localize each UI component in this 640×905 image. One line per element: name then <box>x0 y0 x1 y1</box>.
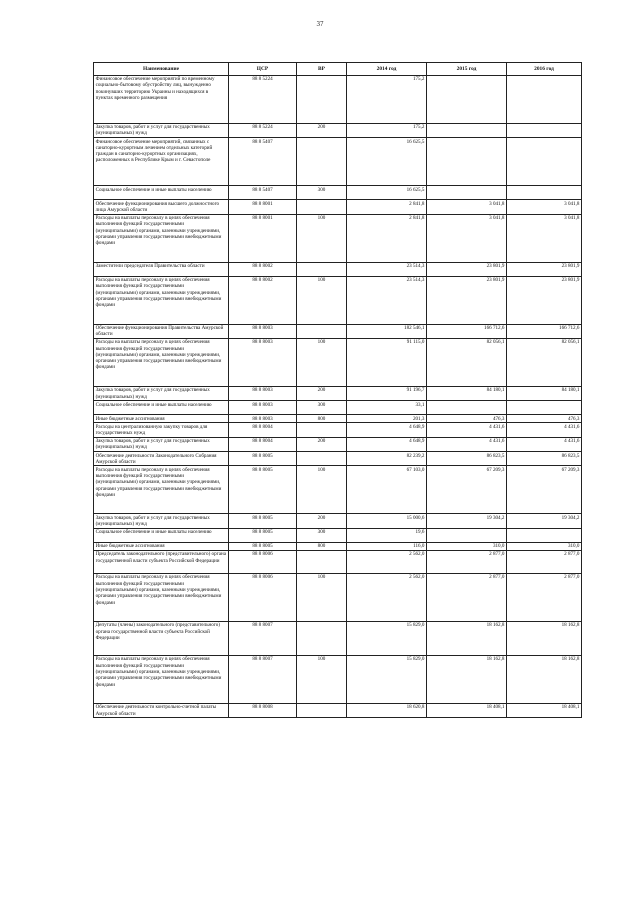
header-2015: 2015 год <box>427 63 507 76</box>
cell-y2016: 86 823,5 <box>507 452 582 466</box>
table-row <box>94 703 582 717</box>
cell-y2014: 4 648,9 <box>347 423 427 437</box>
cell-vr: 200 <box>297 123 347 137</box>
cell-csr: 88 8 8005 <box>229 466 297 514</box>
table-row <box>94 514 582 528</box>
page-number: 37 <box>316 20 324 28</box>
cell-y2015 <box>427 138 507 186</box>
cell-y2014: 15 829,0 <box>347 655 427 703</box>
cell-csr: 88 8 5407 <box>229 138 297 186</box>
cell-y2014: 2 841,8 <box>347 214 427 262</box>
cell-csr: 88 8 8002 <box>229 276 297 324</box>
cell-y2016: 23 801,9 <box>507 276 582 324</box>
cell-vr <box>297 75 347 123</box>
cell-name: Депутаты (члены) законодательного (представительного) органа государственной власти субъекта Российской Федерации <box>94 621 229 655</box>
cell-y2016: 4 431,6 <box>507 437 582 451</box>
header-name: Наименование <box>94 63 229 76</box>
header-csr: ЦСР <box>229 63 297 76</box>
cell-vr: 100 <box>297 214 347 262</box>
cell-y2014: 67 103,0 <box>347 466 427 514</box>
cell-name: Расходы на централизованную закупку товаров для государственных нужд <box>94 423 229 437</box>
cell-y2016: 310,0 <box>507 542 582 550</box>
table-row <box>94 386 582 400</box>
cell-y2016 <box>507 75 582 123</box>
cell-csr: 88 8 8005 <box>229 452 297 466</box>
cell-y2014: 23 514,3 <box>347 262 427 276</box>
cell-csr: 88 8 8003 <box>229 415 297 423</box>
cell-y2014: 33,1 <box>347 401 427 415</box>
table-body <box>94 75 582 718</box>
table-row <box>94 75 582 123</box>
cell-csr: 88 8 8005 <box>229 542 297 550</box>
table-row <box>94 466 582 514</box>
cell-y2016: 476,3 <box>507 415 582 423</box>
cell-csr: 88 8 8005 <box>229 528 297 542</box>
cell-y2016 <box>507 401 582 415</box>
cell-y2014: 2 841,8 <box>347 200 427 214</box>
cell-y2016: 23 801,9 <box>507 262 582 276</box>
cell-vr: 100 <box>297 338 347 386</box>
cell-y2015: 4 431,6 <box>427 423 507 437</box>
cell-y2016: 18 408,1 <box>507 703 582 717</box>
cell-y2015: 166 712,6 <box>427 324 507 338</box>
cell-csr: 88 8 8002 <box>229 262 297 276</box>
header-2014: 2014 год <box>347 63 427 76</box>
cell-csr: 88 8 8004 <box>229 423 297 437</box>
cell-y2015: 2 877,0 <box>427 550 507 573</box>
cell-name: Закупка товаров, работ и услуг для государственных (муниципальных) нужд <box>94 123 229 137</box>
cell-y2014: 91 115,0 <box>347 338 427 386</box>
cell-y2015: 4 431,6 <box>427 437 507 451</box>
table-row <box>94 415 582 423</box>
cell-name: Расходы на выплаты персоналу в целях обеспечения выполнения функций государственными (муниципальными) органами, казенными учреждениями, органами управления государственными внебюджетными фондами <box>94 655 229 703</box>
cell-y2016: 2 877,0 <box>507 550 582 573</box>
cell-y2015: 310,0 <box>427 542 507 550</box>
table-row <box>94 542 582 550</box>
table-row <box>94 186 582 200</box>
table-row <box>94 262 582 276</box>
cell-vr: 100 <box>297 466 347 514</box>
cell-name: Заместители председателя Правительства области <box>94 262 229 276</box>
cell-csr: 88 8 8006 <box>229 573 297 621</box>
cell-vr: 100 <box>297 276 347 324</box>
cell-y2015: 82 056,1 <box>427 338 507 386</box>
cell-y2016: 2 877,0 <box>507 573 582 621</box>
cell-name: Обеспечение деятельности контрольно-счетной палаты Амурской области <box>94 703 229 717</box>
table-row <box>94 214 582 262</box>
cell-y2016: 84 180,1 <box>507 386 582 400</box>
cell-name: Обеспечение деятельности Законодательного Собрания Амурской области <box>94 452 229 466</box>
cell-y2014: 16 625,5 <box>347 138 427 186</box>
cell-vr <box>297 550 347 573</box>
cell-vr <box>297 621 347 655</box>
table-row <box>94 573 582 621</box>
cell-csr: 88 8 8006 <box>229 550 297 573</box>
cell-vr: 800 <box>297 415 347 423</box>
table-row <box>94 138 582 186</box>
table-row <box>94 550 582 573</box>
cell-csr: 88 8 8007 <box>229 655 297 703</box>
table-row <box>94 324 582 338</box>
cell-csr: 88 8 8004 <box>229 437 297 451</box>
cell-name: Закупка товаров, работ и услуг для государственных (муниципальных) нужд <box>94 437 229 451</box>
cell-name: Председатель законодательного (представительного) органа государственной власти субъекта Российской Федерации <box>94 550 229 573</box>
cell-y2015: 67 209,3 <box>427 466 507 514</box>
cell-y2014: 82 239,2 <box>347 452 427 466</box>
budget-table <box>93 62 582 718</box>
cell-vr <box>297 324 347 338</box>
cell-y2015: 19 304,2 <box>427 514 507 528</box>
cell-y2014: 18 620,8 <box>347 703 427 717</box>
cell-csr: 88 8 8003 <box>229 401 297 415</box>
cell-y2016: 166 712,6 <box>507 324 582 338</box>
table-row <box>94 276 582 324</box>
cell-name: Расходы на выплаты персоналу в целях обеспечения выполнения функций государственными (муниципальными) органами, казенными учреждениями, органами управления государственными внебюджетными фондами <box>94 466 229 514</box>
cell-vr <box>297 200 347 214</box>
cell-y2016: 19 304,2 <box>507 514 582 528</box>
cell-y2015 <box>427 186 507 200</box>
cell-y2016: 4 431,6 <box>507 423 582 437</box>
cell-y2014: 2 562,0 <box>347 550 427 573</box>
cell-vr: 100 <box>297 573 347 621</box>
cell-vr: 800 <box>297 542 347 550</box>
cell-csr: 88 8 5224 <box>229 75 297 123</box>
cell-y2016: 3 041,8 <box>507 200 582 214</box>
cell-y2014: 91 196,7 <box>347 386 427 400</box>
cell-y2016: 82 056,1 <box>507 338 582 386</box>
table-row <box>94 338 582 386</box>
cell-y2015: 476,3 <box>427 415 507 423</box>
cell-y2016 <box>507 138 582 186</box>
cell-y2014: 19,6 <box>347 528 427 542</box>
cell-csr: 88 8 8003 <box>229 386 297 400</box>
cell-y2015 <box>427 528 507 542</box>
cell-csr: 88 8 5224 <box>229 123 297 137</box>
table-row <box>94 200 582 214</box>
cell-y2015: 23 801,9 <box>427 262 507 276</box>
cell-y2014: 201,3 <box>347 415 427 423</box>
cell-name: Расходы на выплаты персоналу в целях обеспечения выполнения функций государственными (муниципальными) органами, казенными учреждениями, органами управления государственными внебюджетными фондами <box>94 338 229 386</box>
cell-name: Иные бюджетные ассигнования <box>94 415 229 423</box>
cell-y2016 <box>507 528 582 542</box>
table-row <box>94 401 582 415</box>
cell-vr: 200 <box>297 514 347 528</box>
header-2016: 2016 год <box>507 63 582 76</box>
cell-vr <box>297 138 347 186</box>
cell-name: Обеспечение функционирования высшего должностного лица Амурской области <box>94 200 229 214</box>
cell-y2015: 86 823,5 <box>427 452 507 466</box>
cell-y2014: 2 562,0 <box>347 573 427 621</box>
cell-vr: 200 <box>297 386 347 400</box>
cell-name: Финансовое обеспечение мероприятий, связанных с санаторно-курортным лечением отдельных категорий граждан в санаторно-курортных организациях, расположенных в Республике Крым и г. Севастополе <box>94 138 229 186</box>
cell-vr <box>297 423 347 437</box>
cell-y2014: 23 514,3 <box>347 276 427 324</box>
cell-csr: 88 8 5407 <box>229 186 297 200</box>
cell-vr: 100 <box>297 655 347 703</box>
cell-y2015: 3 041,8 <box>427 214 507 262</box>
cell-name: Обеспечение функционирования Правительства Амурской области <box>94 324 229 338</box>
cell-csr: 88 8 8005 <box>229 514 297 528</box>
cell-name: Закупка товаров, работ и услуг для государственных (муниципальных) нужд <box>94 514 229 528</box>
cell-name: Иные бюджетные ассигнования <box>94 542 229 550</box>
cell-vr <box>297 703 347 717</box>
cell-y2014: 15 829,0 <box>347 621 427 655</box>
cell-vr <box>297 262 347 276</box>
cell-y2014: 175,2 <box>347 75 427 123</box>
cell-y2015: 2 877,0 <box>427 573 507 621</box>
cell-y2016 <box>507 123 582 137</box>
cell-y2015: 18 408,1 <box>427 703 507 717</box>
cell-csr: 88 8 8007 <box>229 621 297 655</box>
cell-y2015: 3 041,8 <box>427 200 507 214</box>
cell-csr: 88 8 8003 <box>229 338 297 386</box>
table-row <box>94 437 582 451</box>
cell-csr: 88 8 8008 <box>229 703 297 717</box>
table-row <box>94 423 582 437</box>
table-row <box>94 528 582 542</box>
table-row <box>94 452 582 466</box>
cell-y2016: 18 162,8 <box>507 621 582 655</box>
cell-name: Социальное обеспечение и иные выплаты населению <box>94 186 229 200</box>
cell-name: Расходы на выплаты персоналу в целях обеспечения выполнения функций государственными (муниципальными) органами, казенными учреждениями, органами управления государственными внебюджетными фондами <box>94 214 229 262</box>
cell-csr: 88 8 8003 <box>229 324 297 338</box>
cell-y2016: 67 209,3 <box>507 466 582 514</box>
cell-name: Закупка товаров, работ и услуг для государственных (муниципальных) нужд <box>94 386 229 400</box>
cell-y2015 <box>427 401 507 415</box>
cell-name: Расходы на выплаты персоналу в целях обеспечения выполнения функций государственными (муниципальными) органами, казенными учреждениями, органами управления государственными внебюджетными фондами <box>94 573 229 621</box>
table-row <box>94 123 582 137</box>
cell-vr: 300 <box>297 401 347 415</box>
cell-csr: 88 8 8001 <box>229 200 297 214</box>
cell-y2015: 23 801,9 <box>427 276 507 324</box>
cell-y2014: 16 625,5 <box>347 186 427 200</box>
cell-name: Социальное обеспечение и иные выплаты населению <box>94 528 229 542</box>
cell-y2016 <box>507 186 582 200</box>
cell-y2016: 3 041,8 <box>507 214 582 262</box>
table-row <box>94 621 582 655</box>
cell-vr: 300 <box>297 186 347 200</box>
cell-name: Социальное обеспечение и иные выплаты населению <box>94 401 229 415</box>
cell-vr: 200 <box>297 437 347 451</box>
cell-y2016: 18 162,8 <box>507 655 582 703</box>
cell-y2014: 15 000,6 <box>347 514 427 528</box>
cell-csr: 88 8 8001 <box>229 214 297 262</box>
table-header-row <box>94 63 582 76</box>
cell-y2015: 18 162,8 <box>427 621 507 655</box>
header-vr: ВР <box>297 63 347 76</box>
cell-y2015: 18 162,8 <box>427 655 507 703</box>
cell-y2014: 4 648,9 <box>347 437 427 451</box>
cell-y2015 <box>427 75 507 123</box>
cell-y2014: 116,0 <box>347 542 427 550</box>
cell-name: Финансовое обеспечение мероприятий по временному социально-бытовому обустройству лиц, вынужденно покинувших территорию Украины и находящихся в пунктах временного размещения <box>94 75 229 123</box>
cell-vr: 300 <box>297 528 347 542</box>
cell-vr <box>297 452 347 466</box>
cell-name: Расходы на выплаты персоналу в целях обеспечения выполнения функций государственными (муниципальными) органами, казенными учреждениями, органами управления государственными внебюджетными фондами <box>94 276 229 324</box>
cell-y2014: 175,2 <box>347 123 427 137</box>
cell-y2015 <box>427 123 507 137</box>
cell-y2015: 84 180,1 <box>427 386 507 400</box>
table-row <box>94 655 582 703</box>
cell-y2014: 182 546,1 <box>347 324 427 338</box>
